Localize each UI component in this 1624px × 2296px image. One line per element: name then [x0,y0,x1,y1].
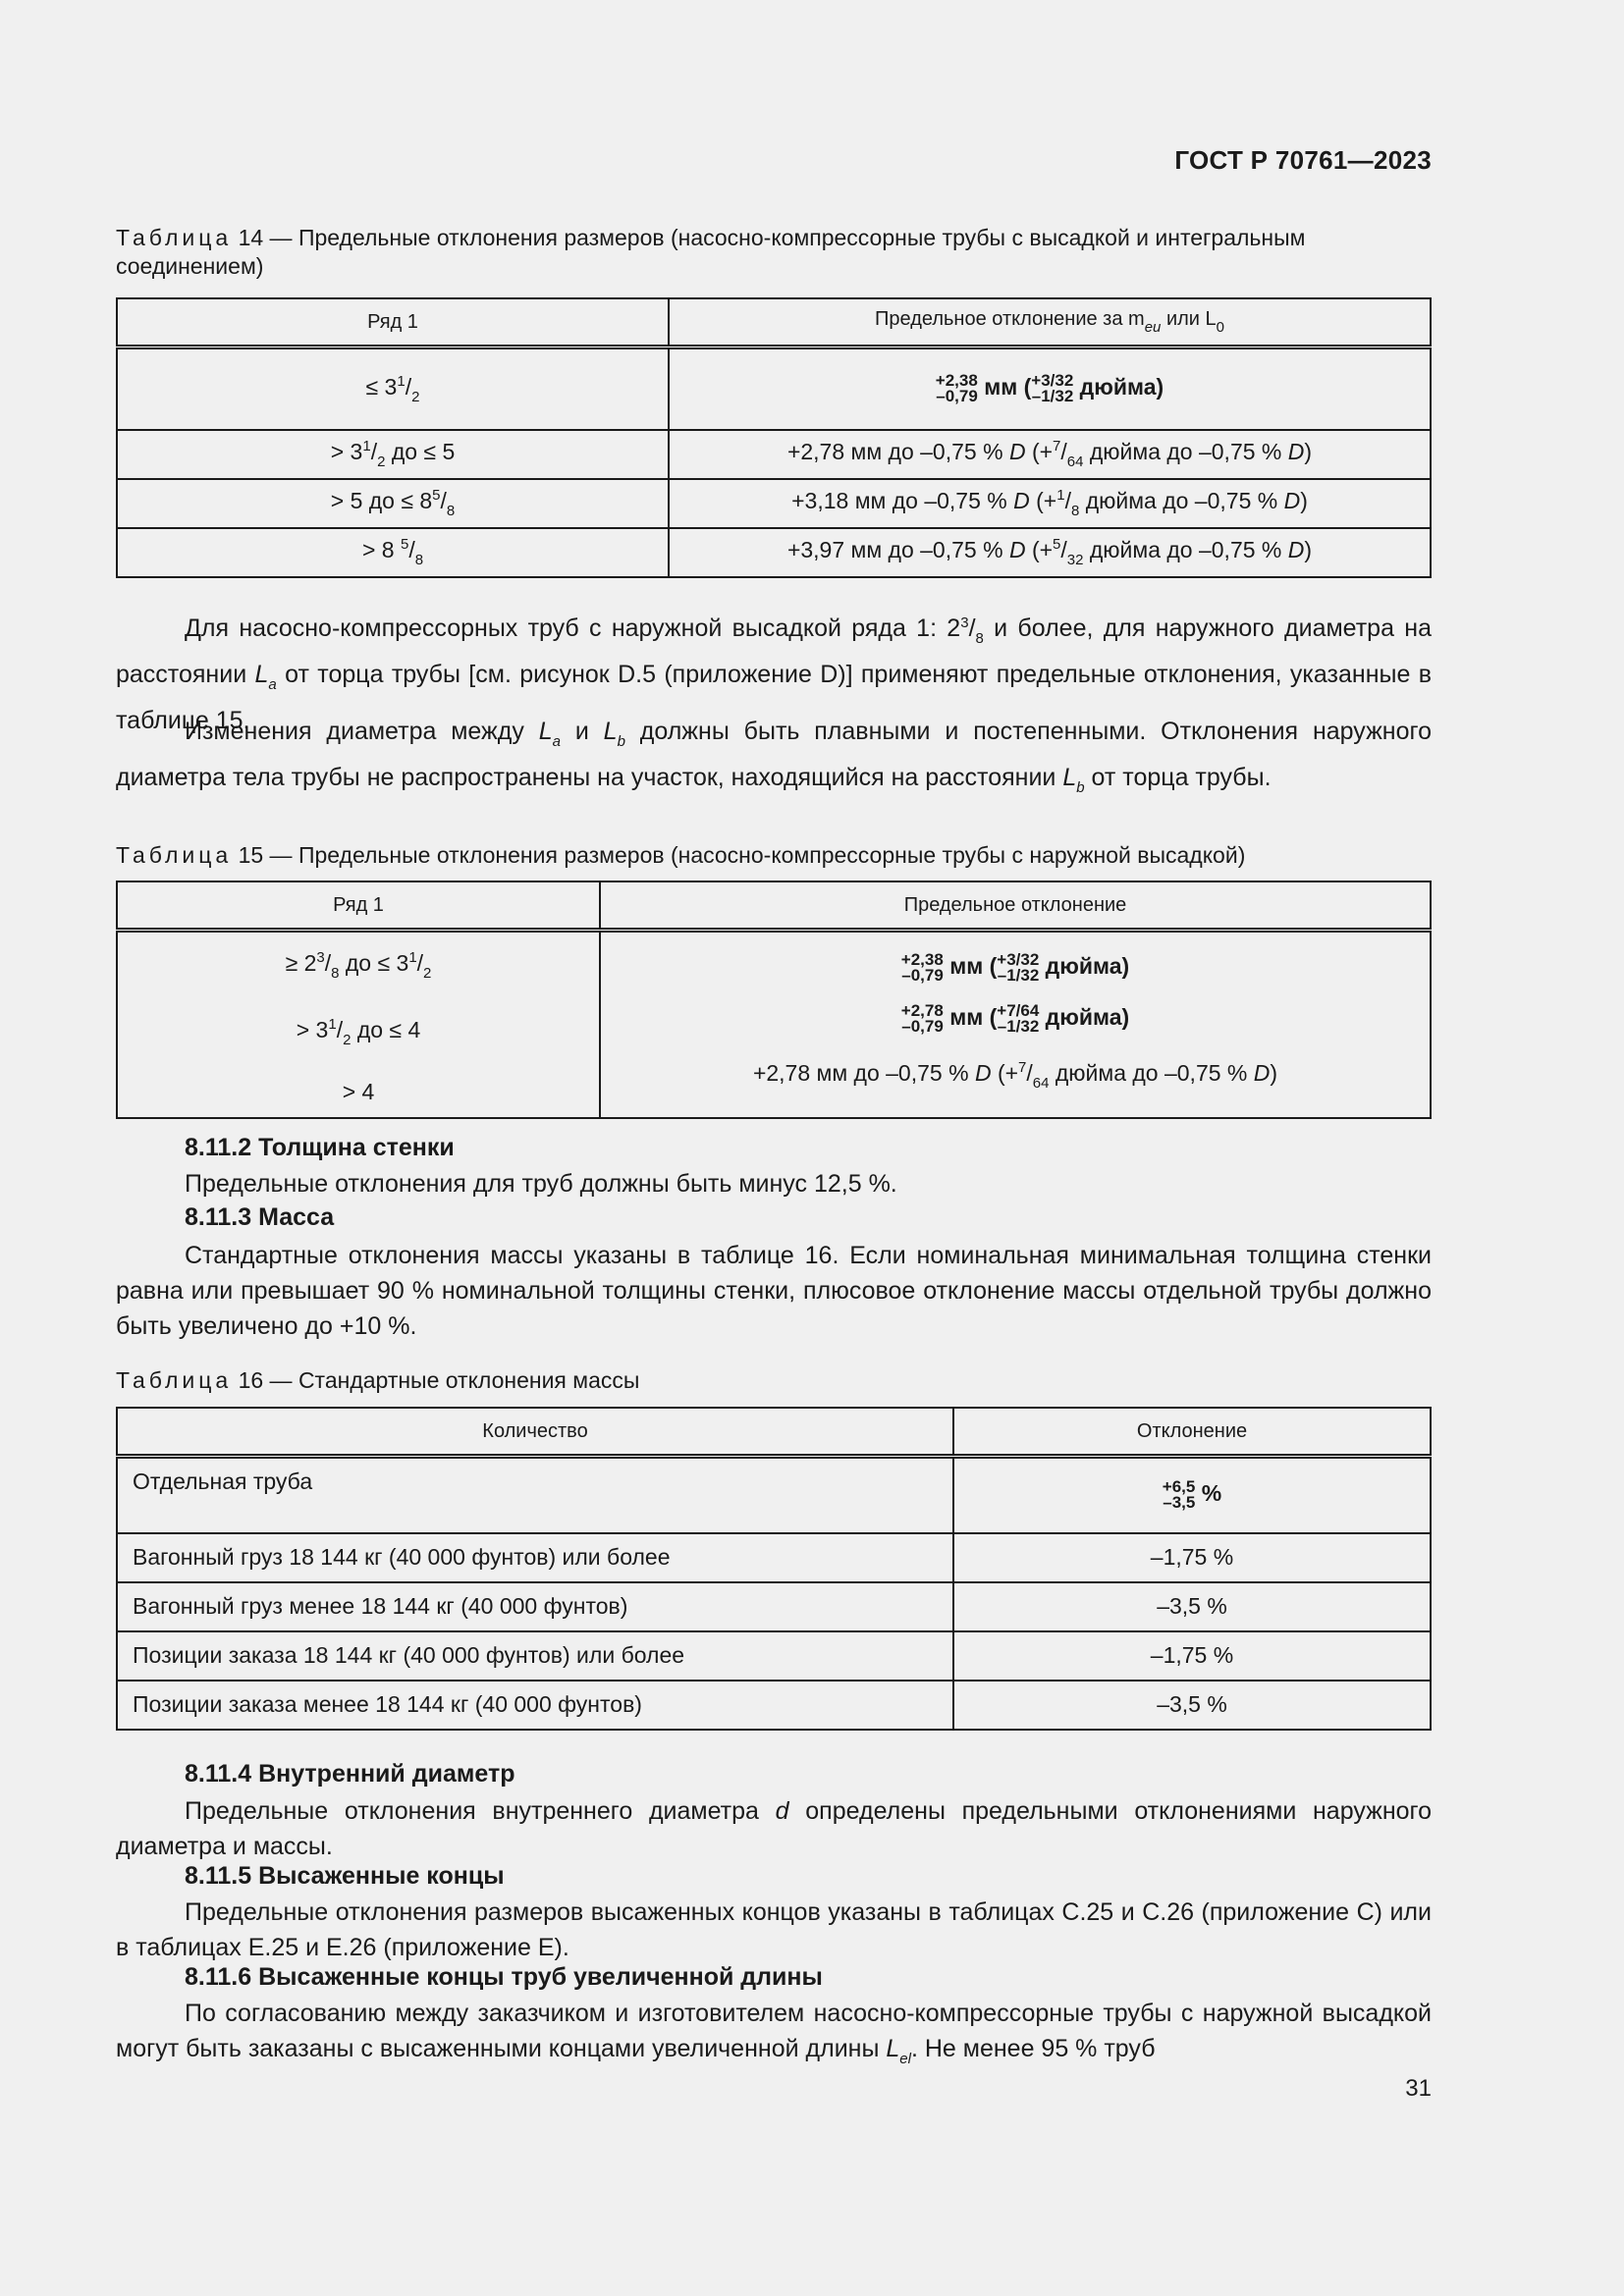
table14 [116,297,1432,578]
table14-caption [116,224,1432,281]
table14-r4-c1: > 8 $^5/_8$ [117,528,669,577]
table16-r2-c1: Вагонный груз 18 144 кг (40 000 фунтов) или более [117,1533,953,1582]
table15 [116,881,1432,1119]
table16-r3-c2: –3,5 % [953,1582,1431,1631]
table-row [117,1631,1431,1681]
table14-header-col1: Ряд 1 [117,298,669,347]
table16-caption: Таблица 16 — Стандартные отклонения массы [116,1367,640,1393]
table16-r4-c2: –1,75 % [953,1631,1431,1681]
table15-col2-cells [600,931,1431,1119]
table-row [117,347,1431,430]
table-row [117,931,1431,1119]
table16-r1-c1: Отдельная труба [117,1457,953,1533]
table-row [117,1533,1431,1582]
table15-col1-cells [117,931,600,1119]
table15-r1-c2: +2,38 –0,79 мм ( +3/32 –1/32 дюйма) [900,949,1130,985]
table16-r5-c2: –3,5 % [953,1681,1431,1730]
table14-r1-c1: ≤ $3^1/_2$ [117,347,669,430]
table16-r2-c2: –1,75 % [953,1533,1431,1582]
table16-r3-c1: Вагонный груз менее 18 144 кг (40 000 фунтов) [117,1582,953,1631]
paragraph-upset-od: Для насосно-компрессорных труб с наружной высадкой ряда 1: $2^3/_8$ и более, для наружного диаметра на расстоянии $L_a$ от торца трубы [см. рисунок D.5 (приложение D)] применяют предельные отклонения, указанные в таблице 15. [116,614,1433,734]
section-8113-title: 8.11.3 Масса [185,1203,335,1231]
table15-caption: Таблица 15 — Предельные отклонения размеров (насосно-компрессорные трубы с наружной высадкой) [116,842,1246,868]
table16-r5-c1: Позиции заказа менее 18 144 кг (40 000 фунтов) [117,1681,953,1730]
table14-r3-c2: +3,18 мм до –0,75 % D ($+^1/_8$ дюйма до –0,75 % D) [669,479,1431,528]
table-row [117,430,1431,479]
table15-r2-c2: +2,78 –0,79 мм ( +7/64 –1/32 дюйма) [900,1000,1130,1036]
table15-r1-c1: ≥ $2^3/_8$ до ≤ $3^1/_2$ [285,949,432,982]
table16-r4-c1: Позиции заказа 18 144 кг (40 000 фунтов) или более [117,1631,953,1681]
table15-header-col1: Ряд 1 [117,881,600,931]
caption-label: Таблица [116,225,233,250]
table-row [117,528,1431,577]
paragraph-diameter-change: Изменения диаметра между $L_a$ и $L_b$ должны быть плавными и постепенными. Отклонения наружного диаметра тела трубы не распространены на участок, находящийся на расстоянии $L_b$ от торца трубы. [116,718,1432,796]
table15-header-col2: Предельное отклонение [600,881,1431,931]
section-8116-text: По согласованию между заказчиком и изготовителем насосно-компрессорные трубы с наружной высадкой могут быть заказаны с высаженными концами увеличенной длины $L_{el}$. Не менее 95 % труб [116,2000,1432,2067]
table14-r3-c1: > 5 до ≤ $8^5/_8$ [117,479,669,528]
table-row [117,479,1431,528]
table-row [117,1681,1431,1730]
table-row [117,1457,1431,1533]
page-number: 31 [1405,2075,1432,2102]
table15-r3-c1: > 4 [342,1079,375,1104]
table16-header-col2: Отклонение [953,1408,1431,1457]
caption-text: 14 — Предельные отклонения размеров (насосно-компрессорные трубы с высадкой и интегральным соединением) [116,225,1306,279]
section-8116-title: 8.11.6 Высаженные концы труб увеличенной длины [185,1963,823,1991]
table14-header-col2: Предельное отклонение за $m_{eu}$ или $L_0$ [669,298,1431,347]
table14-r4-c2: +3,97 мм до –0,75 % D ($+^5/_{32}$ дюйма до –0,75 % D) [669,528,1431,577]
table14-r2-c2: +2,78 мм до –0,75 % D ($+^7/_{64}$ дюйма до –0,75 % D) [669,430,1431,479]
section-8115-text: Предельные отклонения размеров высаженных концов указаны в таблицах С.25 и С.26 (приложение С) или в таблицах Е.25 и Е.26 (приложение Е). [116,1898,1432,1961]
table-row [117,1582,1431,1631]
table14-r1-c2: +2,38 –0,79 мм ( +3/32 –1/32 дюйма) [669,347,1431,430]
section-8114-text: Предельные отклонения внутреннего диаметра d определены предельными отклонениями наружного диаметра и массы. [116,1797,1433,1860]
table15-r3-c2: +2,78 мм до –0,75 % D ($+^7/_{64}$ дюйма до –0,75 % D) [752,1059,1278,1092]
table14-r2-c1: > $3^1/_2$ до ≤ 5 [117,430,669,479]
section-8112-title: 8.11.2 Толщина стенки [185,1134,455,1161]
standard-code: ГОСТ Р 70761—2023 [1174,145,1432,175]
section-8115-title: 8.11.5 Высаженные концы [185,1862,505,1890]
table16-header-col1: Количество [117,1408,953,1457]
section-8112-text: Предельные отклонения для труб должны быть минус 12,5 %. [185,1170,897,1198]
table15-r2-c1: > $3^1/_2$ до ≤ 4 [296,1016,421,1048]
section-8113-text: Стандартные отклонения массы указаны в таблице 16. Если номинальная минимальная толщина стенки равна или превышает 90 % номинальной толщины стенки, плюсовое отклонение массы отдельной трубы должно быть увеличено до +10 %. [116,1242,1432,1340]
section-8114-title: 8.11.4 Внутренний диаметр [185,1760,515,1788]
table16 [116,1407,1432,1731]
table16-r1-c2: +6,5 –3,5 % [953,1457,1431,1533]
